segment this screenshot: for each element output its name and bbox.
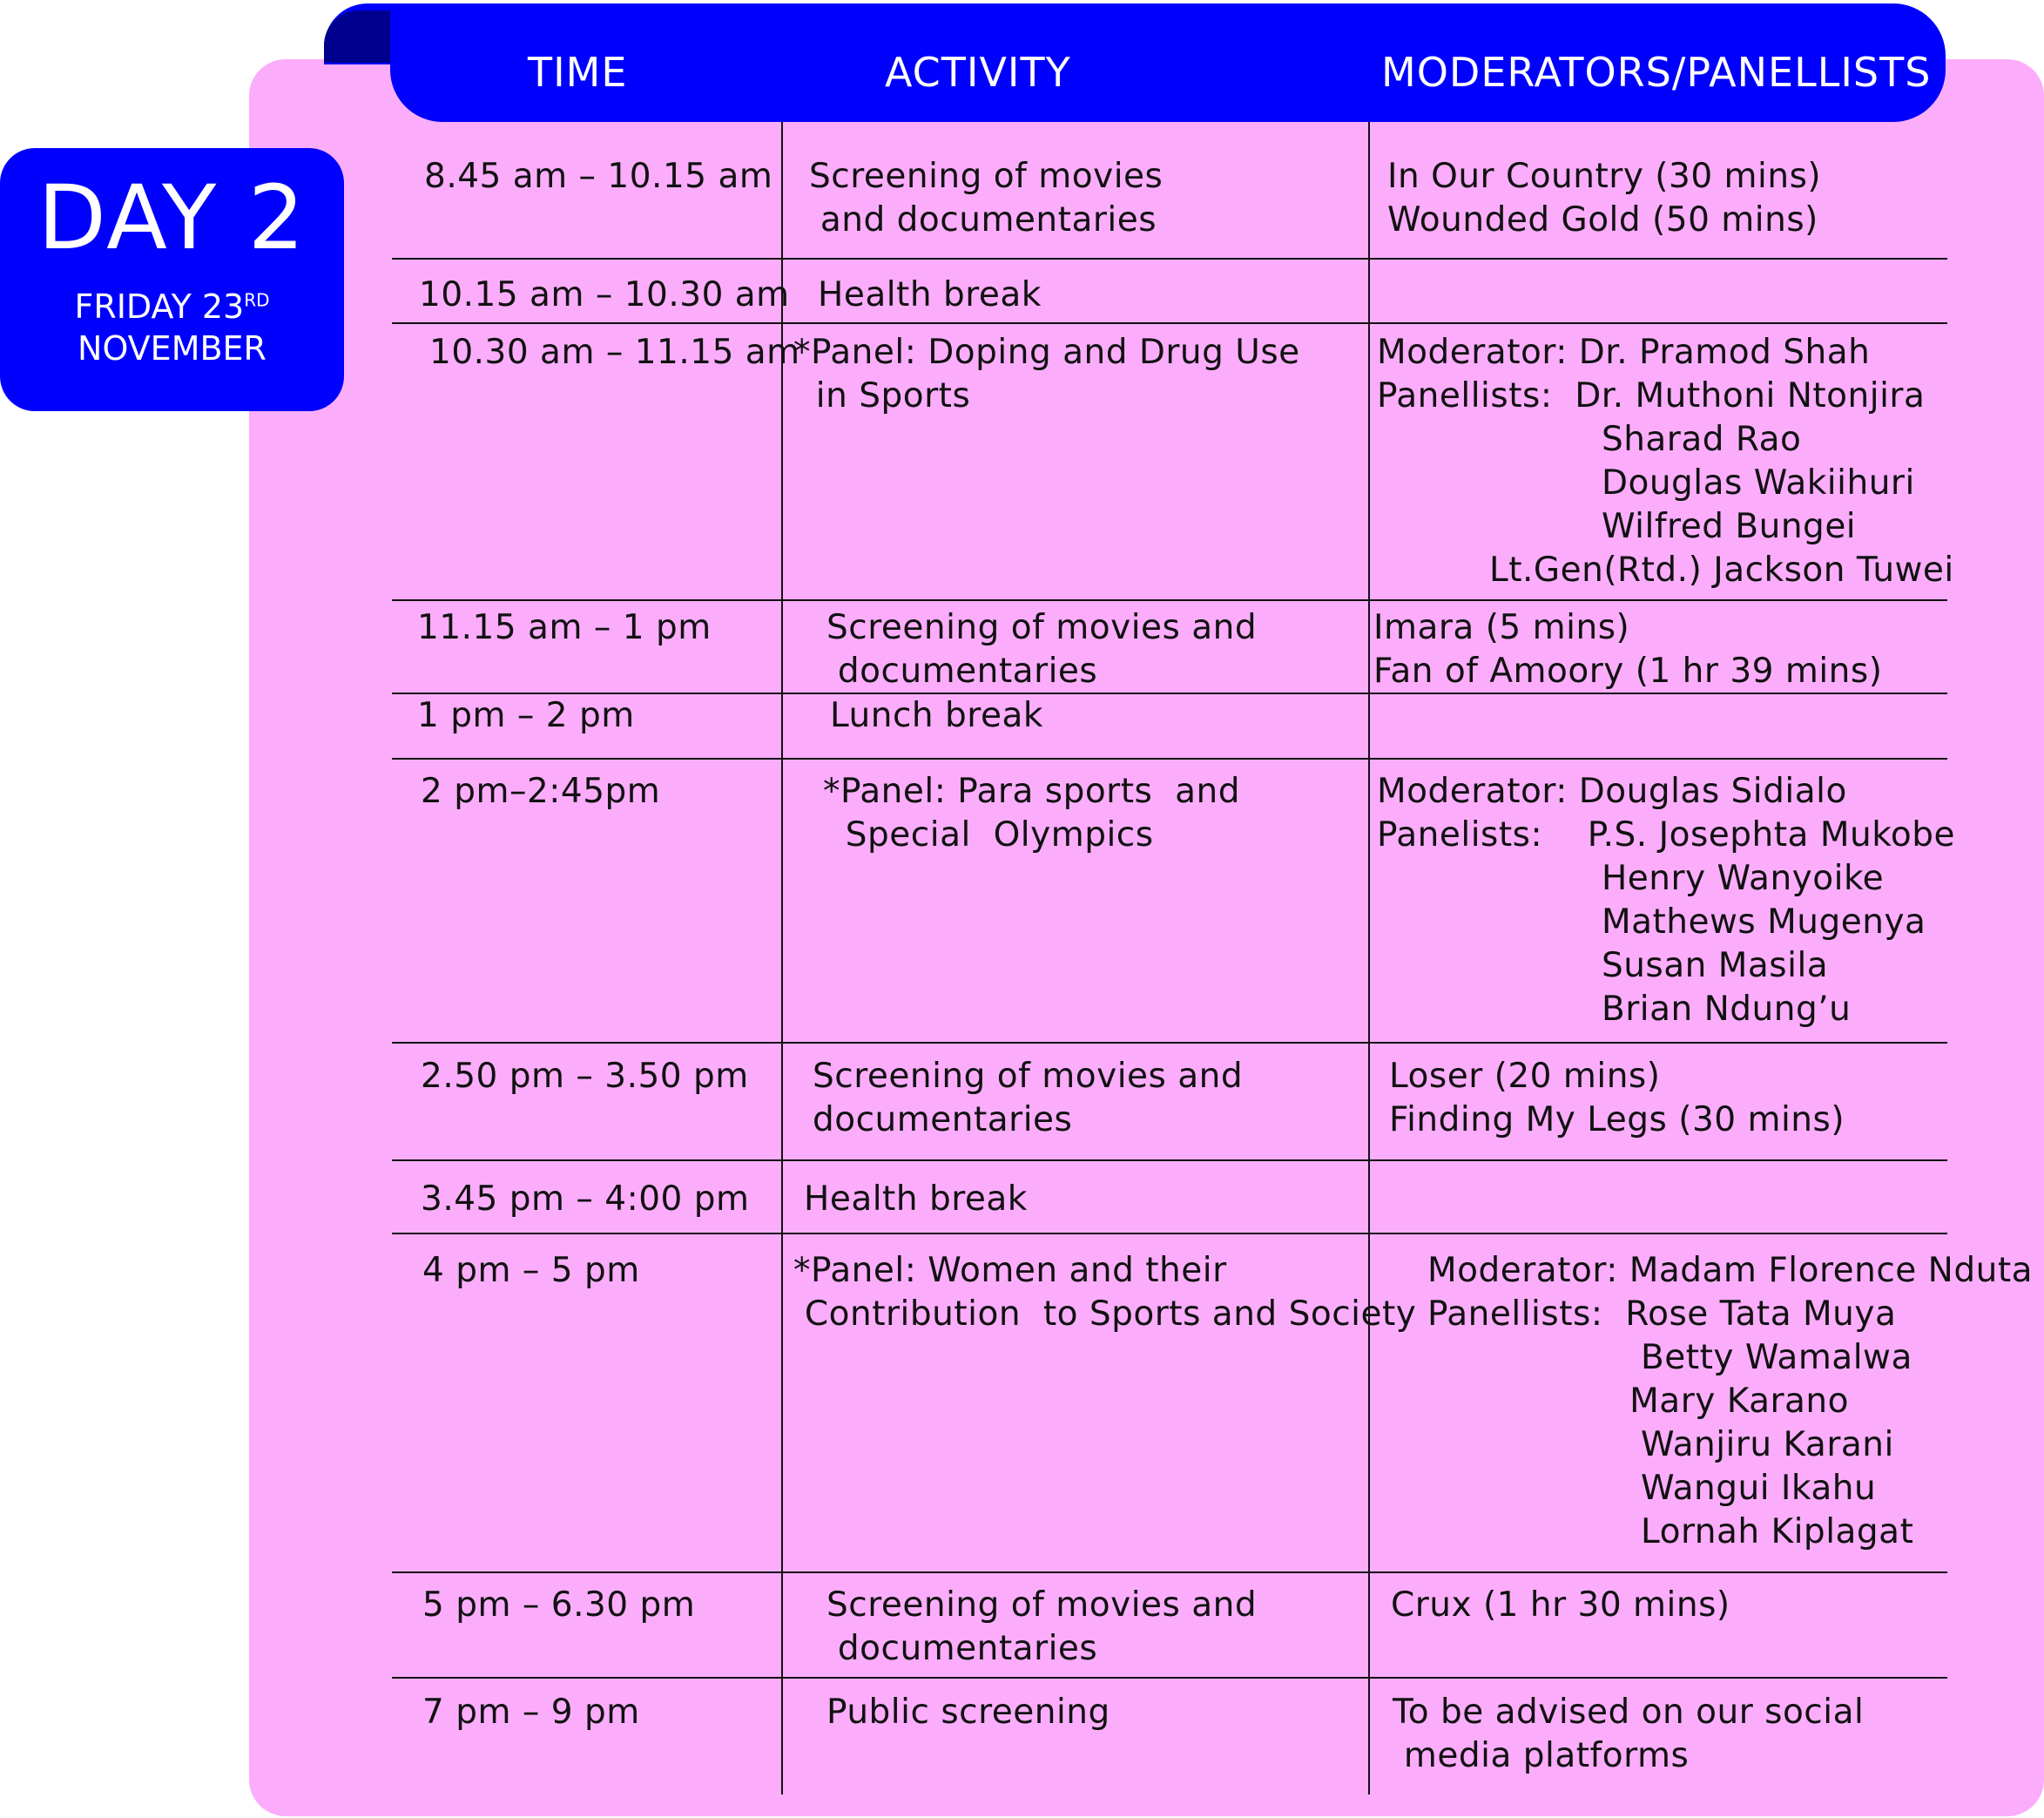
row-4-people: Imara (5 mins) Fan of Amoory (1 hr 39 mins) (1373, 608, 1883, 691)
header-time: TIME (528, 49, 628, 96)
row-3-people: Moderator: Dr. Pramod Shah Panellists: Dr. Muthoni Ntonjira Sharad Rao Douglas Wakiihuri Wilfred Bungei Lt.Gen(Rtd.) Jackson Tuwei (1377, 333, 1954, 590)
day-badge (0, 148, 344, 411)
header-activity: ACTIVITY (885, 49, 1071, 96)
row-9-time: 4 pm – 5 pm (422, 1251, 640, 1290)
row-divider (392, 1042, 1947, 1044)
row-10-people: Crux (1 hr 30 mins) (1391, 1585, 1730, 1625)
row-11-time: 7 pm – 9 pm (422, 1693, 640, 1732)
day-month: NOVEMBER (78, 329, 266, 368)
row-7-time: 2.50 pm – 3.50 pm (421, 1057, 749, 1096)
row-6-people: Moderator: Douglas Sidialo Panelists: P.S. Josephta Mukobe Henry Wanyoike Mathews Mugenya Susan Masila Brian Ndung’u (1377, 772, 1956, 1029)
row-2-time: 10.15 am – 10.30 am (419, 275, 790, 314)
row-divider (392, 758, 1947, 760)
header-moderators: MODERATORS/PANELLISTS (1381, 49, 1932, 96)
row-11-people: To be advised on our social media platforms (1393, 1693, 1865, 1775)
row-1-activity: Screening of movies and documentaries (809, 157, 1164, 240)
day-title: DAY 2 (37, 166, 307, 270)
row-4-activity: Screening of movies and documentaries (826, 608, 1258, 691)
row-6-activity: *Panel: Para sports and Special Olympics (823, 772, 1240, 855)
row-11-activity: Public screening (826, 1693, 1110, 1732)
day-date-suffix: RD (244, 289, 270, 311)
row-divider (392, 1677, 1947, 1679)
row-3-time: 10.30 am – 11.15 am (429, 333, 800, 372)
row-10-time: 5 pm – 6.30 pm (422, 1585, 696, 1625)
row-7-people: Loser (20 mins) Finding My Legs (30 mins) (1389, 1057, 1845, 1139)
row-1-people: In Our Country (30 mins) Wounded Gold (50 mins) (1387, 157, 1822, 240)
row-9-activity: *Panel: Women and their Contribution to Sports and Society (793, 1251, 1417, 1334)
row-8-time: 3.45 pm – 4:00 pm (421, 1179, 750, 1219)
row-divider (392, 258, 1947, 260)
row-7-activity: Screening of movies and documentaries (813, 1057, 1244, 1139)
row-2-activity: Health break (818, 275, 1042, 314)
row-10-activity: Screening of movies and documentaries (826, 1585, 1258, 1668)
row-5-activity: Lunch break (830, 696, 1043, 735)
row-9-people: Moderator: Madam Florence Nduta Panellists: Rose Tata Muya Betty Wamalwa Mary Karano Wanjiru Karani Wangui Ikahu Lornah Kiplagat (1427, 1251, 2034, 1551)
row-6-time: 2 pm–2:45pm (421, 772, 661, 811)
column-divider-activity-people (1368, 122, 1370, 1794)
row-8-activity: Health break (804, 1179, 1028, 1219)
day-date (0, 286, 344, 369)
row-divider (392, 599, 1947, 601)
row-3-activity: *Panel: Doping and Drug Use in Sports (793, 333, 1300, 416)
row-divider (392, 1233, 1947, 1234)
day-weekday-date: FRIDAY 23 (74, 287, 245, 326)
row-divider (392, 1159, 1947, 1161)
row-divider (392, 1571, 1947, 1573)
row-divider (392, 322, 1947, 324)
row-5-time: 1 pm – 2 pm (417, 696, 635, 735)
row-1-time: 8.45 am – 10.15 am (424, 157, 773, 196)
row-4-time: 11.15 am – 1 pm (417, 608, 712, 647)
